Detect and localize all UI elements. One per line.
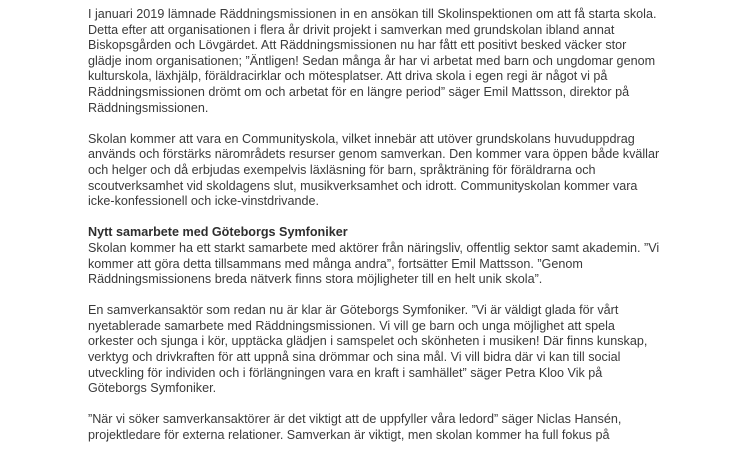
section-heading: Nytt samarbete med Göteborgs Symfoniker <box>88 225 348 240</box>
paragraph-section-3: ”När vi söker samverkansaktörer är det viktigt att de uppfyller våra ledord” säger Niclas Hansén, projektledare för externa relationer. Samverkan är viktigt, men skolan kommer ha full fokus på <box>88 412 622 443</box>
paragraph-intro-2: Skolan kommer att vara en Communityskola, vilket innebär att utöver grundskolans huvuduppdrag används och förstärks närområdets resurser genom samverkan. Den kommer vara öppen både kvällar och helger och då erbjudas exempelvis läxläsning för barn, språkträning för föräldrarna och scoutverksamhet vid skoldagens slut, musikverksamhet och idrott. Communityskolan kommer vara icke-konfessionell och icke-vinstdrivande. <box>88 131 660 209</box>
document-page <box>88 7 661 459</box>
paragraph-section-2: En samverkansaktör som redan nu är klar är Göteborgs Symfoniker. ”Vi är väldigt glada för vårt nyetablerade samarbete med Räddningsmissionen. Vi vill ge barn och unga möjlighet att spela orkester och sjunga i kör, upptäcka glädjen i samspelet och skönheten i musiken! Där finns kunskap, verktyg och drivkraften för att uppnå sina drömmar och sina mål. Vi vill bidra där vi kan till social utveckling för individen och i förlängningen vara en kraft i samhället” säger Petra Kloo Vik på Göteborgs Symfoniker. <box>88 303 648 396</box>
paragraph-intro-1: I januari 2019 lämnade Räddningsmissionen in en ansökan till Skolinspektionen om att få starta skola. Detta efter att organisationen i flera år drivit projekt i samverkan med grundskolan ibland annat Biskopsgården och Lövgärdet. Att Räddningsmissionen nu har fått ett positivt besked väcker stor glädje inom organisationen; ”Äntligen! Sedan många år har vi arbetat med barn och ungdomar genom kulturskola, läxhjälp, föräldracirklar och mötesplatser. Att driva skola i egen regi är något vi på Räddningsmissionen drömt om och arbetat för en längre period” säger Emil Mattsson, direktor på Räddningsmissionen. <box>88 7 657 115</box>
paragraph-section-1: Skolan kommer ha ett starkt samarbete med aktörer från näringsliv, offentlig sektor samt akademin. ”Vi kommer att göra detta tillsammans med många andra”, fortsätter Emil Mattsson. ”Genom Räddningsmissionens breda nätverk finns stora möjligheter till en helt unik skola”. <box>88 240 660 287</box>
